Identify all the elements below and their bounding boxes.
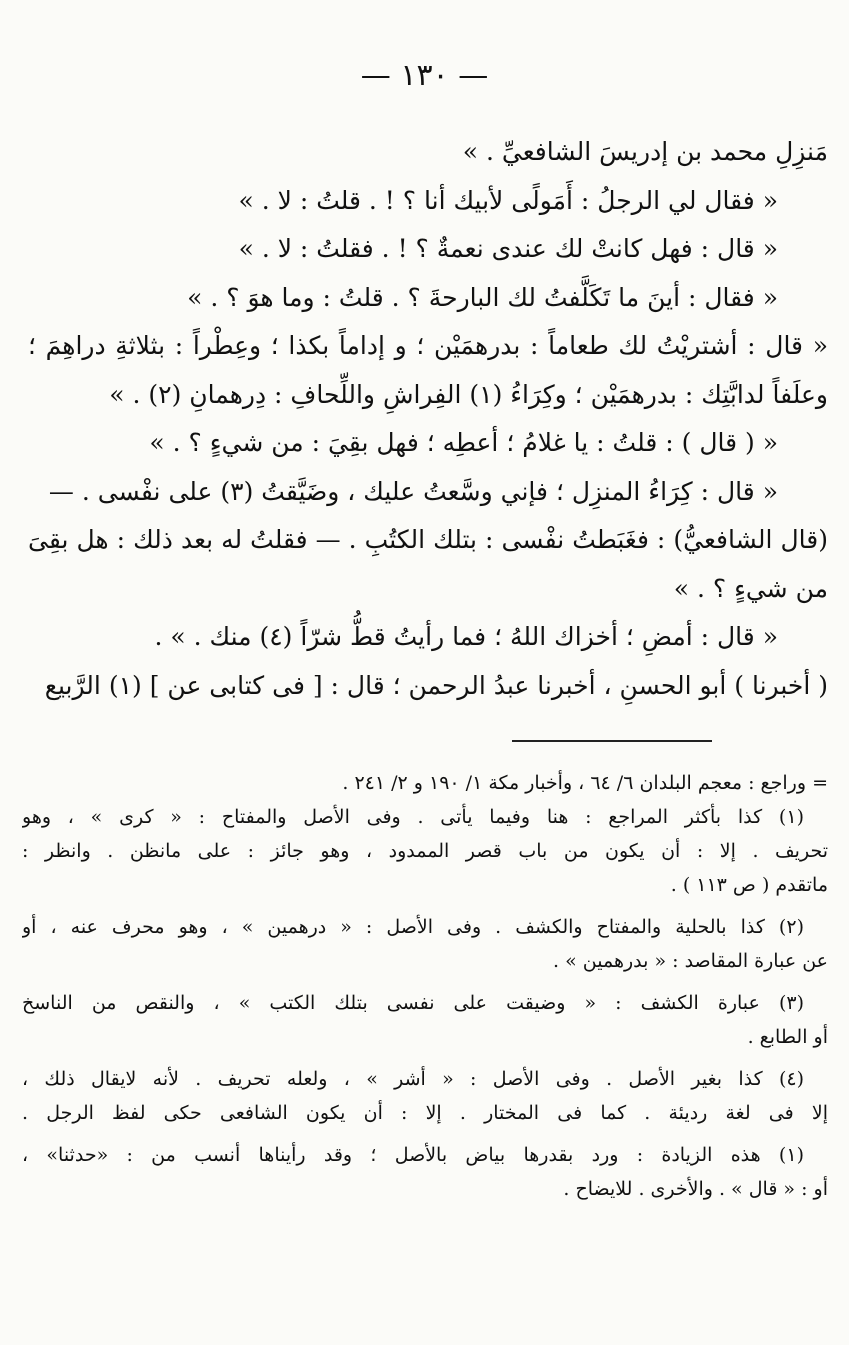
page-number: — ١٣٠ — [360,58,489,93]
text-line: من شيءٍ ؟ . » [673,573,828,603]
text-line: « قال : أمضِ ؛ أخزاك اللهُ ؛ فما رأيتُ قطُّ شرّاً (٤) منك . » . [154,622,778,651]
footnote-line: أو الطابع . [747,1026,828,1048]
footnote-line: تحريف . إلا : أن يكون من باب قصر الممدود ، وهو جائز : على مانظن . وانظر : [22,840,828,862]
footnote-divider [512,740,712,742]
text-line: « قال : فهل كانتْ لك عندى نعمةٌ ؟ ! . فقلتُ : لا . » [238,234,778,263]
footnote-line: = وراجع : معجم البلدان ٦/ ٦٤ ، وأخبار مكة ١/ ١٩٠ و ٢/ ٢٤١ . [342,772,828,794]
footnote-line: (٢) كذا بالحلية والمفتاح والكشف . وفى الأصل : « درهمين » ، وهو محرف عنه ، أو [22,916,804,938]
footnotes [22,766,828,1206]
text-line: ( أخبرنا ) أبو الحسنِ ، أخبرنا عبدُ الرحمن ؛ قال : [ فى كتابى عن ] (١) الرَّبيع [44,670,828,700]
footnote-line: عن عبارة المقاصد : « بدرهمين » . [553,950,828,972]
footnote-line: (٤) كذا بغير الأصل . وفى الأصل : « أشر » ، ولعله تحريف . لأنه لايقال ذلك ، [22,1068,804,1090]
text-line: « قال : أشتريْتُ لك طعاماً : بدرهمَيْن ؛ و إداماً بكذا ؛ وعِطْراً : بثلاثةِ دراهِمَ ؛ [28,331,828,360]
text-line: مَنزِلِ محمد بن إدريسَ الشافعيِّ . » [462,137,828,166]
main-text [28,128,828,710]
text-line: « فقال لي الرجلُ : أَمَولًى لأبيك أنا ؟ ! . قلتُ : لا . » [238,185,778,215]
footnote-line: (١) كذا بأكثر المراجع : هنا وفيما يأتى . وفى الأصل والمفتاح : « كرى » ، وهو [22,806,804,828]
footnote-line: ماتقدم ( ص ١١٣ ) . [670,874,828,896]
text-line: (قال الشافعيُّ) : فغَبَطتُ نفْسى : بتلك الكتُبِ . — فقلتُ له بعد ذلك : هل بقِىَ [28,525,828,554]
footnote-line: (١) هذه الزيادة : ورد بقدرها بياض بالأصل ؛ وقد رأيناها أنسب من : «حدثنا» ، [22,1144,804,1166]
text-line: « ( قال ) : قلتُ : يا غلامُ ؛ أعطِه ؛ فهل بقِيَ : من شيءٍ ؟ . » [149,428,778,457]
footnote-line: أو : « قال » . والأخرى . للايضاح . [563,1178,828,1200]
footnote-line: إلا فى لغة رديئة . كما فى المختار . إلا : أن يكون الشافعى حكى لفظ الرجل . [22,1102,828,1124]
text-line: « قال : كِرَاءُ المنزِل ؛ فإني وسَّعتُ عليك ، وضَيَّقتُ (٣) على نفْسى . — [48,476,778,506]
footnote-line: (٣) عبارة الكشف : « وضيقت على نفسى بتلك الكتب » ، والنقص من الناسخ [22,992,804,1014]
text-line: « فقال : أينَ ما تَكَلَّفتُ لك البارحةَ ؟ . قلتُ : وما هوَ ؟ . » [187,282,778,312]
text-line: وعلَفاً لدابَّتِك : بدرهمَيْن ؛ وكِرَاءُ (١) الفِراشِ واللِّحافِ : دِرهمانِ (٢) . » [109,379,828,409]
